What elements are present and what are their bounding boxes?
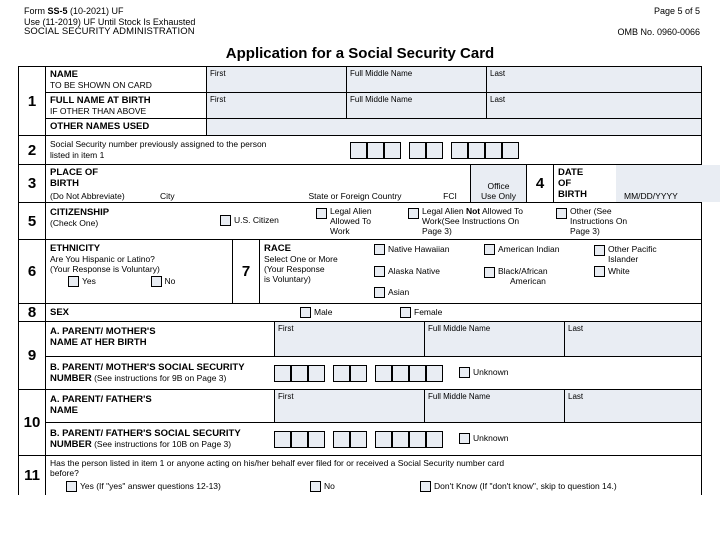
- checkbox-us-citizen[interactable]: [220, 215, 231, 226]
- nowork-line1a: Legal Alien: [422, 206, 466, 216]
- col-middle-label-3: Full Middle Name: [428, 324, 491, 333]
- ethnicity-question: Are You Hispanic or Latino?: [50, 254, 155, 264]
- checkbox-father-ssn-unknown[interactable]: [459, 433, 470, 444]
- item-7-label-block: [260, 240, 372, 303]
- mother-ssn-number-word: NUMBER: [50, 373, 92, 384]
- item-11-question-line2: before?: [50, 468, 79, 478]
- item-11-row: [19, 456, 701, 495]
- checkbox-ethnicity-no[interactable]: [151, 276, 162, 287]
- birthname-last-field[interactable]: [486, 93, 701, 118]
- father-ssn-label2: [50, 439, 270, 450]
- ssn-box[interactable]: [291, 431, 308, 448]
- mother-name-label1: A. PARENT/ MOTHER'S: [50, 326, 156, 337]
- item-3-content: [46, 165, 470, 202]
- item-3-number: 3: [19, 165, 46, 202]
- col-last-label-2: Last: [490, 95, 506, 104]
- dob-label1: DATE: [558, 167, 584, 178]
- item-1-row: [19, 67, 701, 136]
- name-middle-field[interactable]: [346, 67, 486, 92]
- item-1-othernames-label: [46, 119, 206, 135]
- nowork-bold: Not: [465, 206, 481, 216]
- item-10b-row: [46, 423, 701, 455]
- father-ssn-label1: B. PARENT/ FATHER'S SOCIAL SECURITY: [50, 428, 241, 439]
- citizenship-option-us[interactable]: [220, 215, 316, 227]
- item-9a-label: [46, 322, 274, 356]
- place-of-birth-label1: PLACE OF: [50, 167, 99, 178]
- office-use-line2: Use Only: [481, 191, 516, 201]
- nowork-line1b: Allowed To: [480, 206, 523, 216]
- father-name-label2: NAME: [50, 405, 78, 416]
- item-10a-label: [46, 390, 274, 422]
- state-country-label[interactable]: State or Foreign Country: [308, 191, 402, 201]
- checkbox-alaska-native[interactable]: [374, 266, 385, 277]
- item-5-number: 5: [19, 203, 46, 239]
- father-middle-field[interactable]: [424, 390, 564, 422]
- item-3-columns: [46, 191, 470, 201]
- black-line1: Black/African: [498, 266, 548, 276]
- race-voluntary-2: is Voluntary): [264, 274, 311, 284]
- agency-name: SOCIAL SECURITY ADMINISTRATION: [24, 26, 195, 37]
- page-header: [8, 6, 712, 44]
- mother-middle-field[interactable]: [424, 322, 564, 356]
- father-last-field[interactable]: [564, 390, 701, 422]
- black-line2: American: [510, 276, 546, 286]
- item-10-content: [46, 390, 701, 455]
- col-first-label-3: First: [278, 324, 294, 333]
- item-9b-row: [46, 357, 701, 389]
- mother-ssn-boxes[interactable]: [274, 365, 443, 382]
- nowork-line3: Page 3): [422, 226, 452, 236]
- other-line1: Other (See: [570, 206, 612, 216]
- race-voluntary-1: (Your Response: [264, 264, 325, 274]
- father-unknown-label: Unknown: [473, 433, 509, 443]
- birthname-sub-text: IF OTHER THAN ABOVE: [50, 106, 147, 116]
- checkbox-asian[interactable]: [374, 287, 385, 298]
- item-8-number: 8: [19, 304, 46, 321]
- ssn-box[interactable]: [333, 365, 350, 382]
- citizenship-label: CITIZENSHIP: [50, 207, 110, 218]
- office-use-line1: Office: [487, 181, 510, 191]
- item-3-labels: [46, 165, 470, 191]
- item-11-dontknow-option[interactable]: [420, 481, 617, 493]
- other-line2: Instructions On: [570, 216, 628, 226]
- ssn-box[interactable]: [333, 431, 350, 448]
- legal-alien-line2: Allowed To: [330, 216, 371, 226]
- form-prefix: Form: [24, 6, 48, 16]
- mother-ssn-unknown-option[interactable]: [459, 367, 508, 379]
- form-body: [18, 66, 702, 495]
- item-4-number: 4: [526, 165, 554, 202]
- legal-alien-allowed-label: [330, 206, 372, 236]
- dob-label2: OF: [558, 178, 572, 189]
- legal-alien-line1: Legal Alien: [330, 206, 372, 216]
- col-last-label-3: Last: [568, 324, 584, 333]
- place-of-birth-label2: BIRTH: [50, 178, 80, 189]
- omb-number: OMB No. 0960-0066: [617, 26, 700, 37]
- checkbox-american-indian[interactable]: [484, 244, 495, 255]
- alaska-native-label: Alaska Native: [388, 266, 440, 276]
- checkbox-mother-ssn-unknown[interactable]: [459, 367, 470, 378]
- citizenship-option-legal-alien-nowork[interactable]: [408, 206, 556, 236]
- item-2-content: [46, 136, 701, 164]
- item-9a-row: [46, 322, 701, 357]
- native-hawaiian-label: Native Hawaiian: [388, 244, 450, 254]
- item-1-content: [46, 67, 701, 135]
- other-pacific-line2: Islander: [608, 254, 639, 264]
- race-option-asian[interactable]: [374, 287, 484, 299]
- col-middle-label: Full Middle Name: [350, 69, 413, 78]
- othernames-label-text: OTHER NAMES USED: [50, 121, 150, 132]
- ethnicity-no-label: No: [164, 276, 176, 286]
- col-last-label-4: Last: [568, 392, 584, 401]
- white-label: White: [608, 266, 630, 276]
- item-2-line2: listed in item 1: [50, 150, 105, 160]
- col-middle-label-2: Full Middle Name: [350, 95, 413, 104]
- stock-note: Use (11-2019) UF Until Stock Is Exhausted: [24, 16, 196, 27]
- ssn-box[interactable]: [426, 142, 443, 159]
- ssn-box[interactable]: [409, 365, 426, 382]
- race-option-alaska-native[interactable]: [374, 266, 484, 286]
- citizenship-sub: (Check One): [50, 218, 99, 228]
- father-first-field[interactable]: [274, 390, 424, 422]
- item-6-number: 6: [19, 240, 46, 303]
- birthname-first-field[interactable]: [206, 93, 346, 118]
- name-label-text: NAME: [50, 69, 78, 80]
- name-sub-text: TO BE SHOWN ON CARD: [50, 80, 152, 90]
- race-label: RACE: [264, 243, 291, 254]
- office-use-only-box[interactable]: [470, 165, 526, 202]
- item-11-no-option[interactable]: [310, 481, 420, 493]
- father-name-label1: A. PARENT/ FATHER'S: [50, 394, 152, 405]
- page-title: Application for a Social Security Card: [225, 45, 495, 62]
- checkbox-other-citizenship[interactable]: [556, 208, 567, 219]
- ssn-box[interactable]: [308, 431, 325, 448]
- fci-label[interactable]: FCI: [443, 191, 457, 201]
- ssn-box[interactable]: [392, 365, 409, 382]
- ssn-box[interactable]: [367, 142, 384, 159]
- black-african-label: [498, 266, 548, 286]
- checkbox-native-hawaiian[interactable]: [374, 244, 385, 255]
- ssn-box[interactable]: [426, 431, 443, 448]
- item-11-question-line1: Has the person listed in item 1 or anyone acting on his/her behalf ever filed for or received a Social Security number card: [50, 458, 505, 468]
- item-8-row: [19, 304, 701, 322]
- item-7-number: 7: [232, 240, 260, 303]
- ssn-box[interactable]: [350, 142, 367, 159]
- checkbox-white[interactable]: [594, 266, 605, 277]
- sex-male-option[interactable]: [300, 307, 400, 319]
- item-3-4-row: [19, 165, 701, 203]
- other-pacific-line1: Other Pacific: [608, 244, 657, 254]
- mother-ssn-instr: (See instructions for 9B on Page 3): [91, 373, 227, 383]
- male-label: Male: [314, 306, 333, 317]
- checkbox-legal-alien-not-allowed[interactable]: [408, 208, 419, 219]
- mother-unknown-label: Unknown: [473, 367, 509, 377]
- checkbox-ethnicity-yes[interactable]: [68, 276, 79, 287]
- item-10-number: 10: [19, 390, 46, 455]
- item-10b-label: [46, 426, 274, 452]
- ethnicity-label: ETHNICITY: [50, 243, 101, 254]
- item-2-question: [50, 139, 350, 161]
- othernames-field[interactable]: [206, 119, 701, 135]
- prior-card-yes-label: Yes (If "yes" answer questions 12-13): [80, 481, 221, 491]
- item-4-labels: [554, 165, 616, 202]
- nowork-line2: Work(See Instructions On: [422, 216, 520, 226]
- ssn-box[interactable]: [502, 142, 519, 159]
- col-first-label-4: First: [278, 392, 294, 401]
- other-pacific-label: [608, 244, 657, 264]
- item-6-7-row: [19, 240, 701, 304]
- form-id: SS-5: [47, 6, 68, 16]
- ssn-box[interactable]: [375, 431, 392, 448]
- item-6-content: [46, 240, 232, 303]
- col-first-label: First: [210, 69, 226, 78]
- checkbox-black-african-american[interactable]: [484, 267, 495, 278]
- item-1-name-header: [46, 67, 701, 93]
- prior-card-no-label: No: [324, 481, 335, 491]
- father-ssn-unknown-option[interactable]: [459, 433, 508, 445]
- ssn-box[interactable]: [409, 142, 426, 159]
- item-2-line1: Social Security number previously assigned to the person: [50, 139, 267, 149]
- dob-format-hint: MM/DD/YYYY: [624, 191, 678, 201]
- sex-female-option[interactable]: [400, 307, 500, 319]
- mother-ssn-label1: B. PARENT/ MOTHER'S SOCIAL SECURITY: [50, 362, 245, 373]
- header-left-block: [24, 6, 195, 38]
- header-right-block: [617, 6, 700, 37]
- father-ssn-number-word: NUMBER: [50, 439, 92, 450]
- item-8-content: [46, 304, 701, 321]
- ssn-box[interactable]: [485, 142, 502, 159]
- other-citizenship-label: [570, 206, 627, 236]
- race-instruction: Select One or More: [264, 254, 338, 264]
- item-11-yes-option[interactable]: [50, 481, 310, 493]
- ssn-box[interactable]: [274, 431, 291, 448]
- mother-last-field[interactable]: [564, 322, 701, 356]
- checkbox-female[interactable]: [400, 307, 411, 318]
- checkbox-prior-card-yes[interactable]: [66, 481, 77, 492]
- item-9b-label: [46, 360, 274, 386]
- col-last-label: Last: [490, 69, 506, 78]
- dob-field[interactable]: [616, 165, 720, 202]
- asian-label: Asian: [388, 287, 410, 297]
- race-option-american-indian[interactable]: [484, 244, 594, 264]
- sex-label: SEX: [50, 307, 70, 318]
- item-2-row: [19, 136, 701, 165]
- us-citizen-label: U.S. Citizen: [234, 215, 279, 225]
- ssn-box[interactable]: [409, 431, 426, 448]
- race-option-native-hawaiian[interactable]: [374, 244, 484, 264]
- citizenship-option-other[interactable]: [556, 206, 666, 236]
- item-1-birthname-header: [46, 93, 701, 119]
- item-11-content: [46, 456, 701, 495]
- ssn-box[interactable]: [451, 142, 468, 159]
- birthname-middle-field[interactable]: [346, 93, 486, 118]
- ssn-box[interactable]: [291, 365, 308, 382]
- ssn-box[interactable]: [384, 142, 401, 159]
- ethnicity-voluntary-note: (Your Response is Voluntary): [50, 264, 160, 274]
- race-options: [372, 240, 701, 303]
- ssn-box[interactable]: [274, 365, 291, 382]
- ssn-box[interactable]: [392, 431, 409, 448]
- col-middle-label-4: Full Middle Name: [428, 392, 491, 401]
- citizenship-option-legal-alien-work[interactable]: [316, 206, 408, 236]
- page-number: Page 5 of 5: [653, 6, 700, 16]
- item-10-row: [19, 390, 701, 456]
- form-number-line: [24, 6, 195, 17]
- citizenship-options: [218, 203, 701, 239]
- mother-name-label2: NAME AT HER BIRTH: [50, 337, 147, 348]
- checkbox-male[interactable]: [300, 307, 311, 318]
- ssn-box[interactable]: [350, 431, 367, 448]
- female-label: Female: [414, 306, 443, 317]
- father-ssn-boxes[interactable]: [274, 431, 443, 448]
- dob-label3: BIRTH: [558, 189, 588, 200]
- race-option-black-african[interactable]: [484, 266, 594, 286]
- father-ssn-instr: (See instructions for 10B on Page 3): [91, 439, 232, 449]
- checkbox-prior-card-no[interactable]: [310, 481, 321, 492]
- name-last-field[interactable]: [486, 67, 701, 92]
- col-first-label-2: First: [210, 95, 226, 104]
- birthname-label-text: FULL NAME AT BIRTH: [50, 95, 151, 106]
- item-11-number: 11: [19, 456, 46, 495]
- legal-alien-line3: Work: [330, 226, 350, 236]
- race-option-white[interactable]: [594, 266, 690, 286]
- item-2-number: 2: [19, 136, 46, 164]
- mother-first-field[interactable]: [274, 322, 424, 356]
- ssn-box[interactable]: [308, 365, 325, 382]
- city-label[interactable]: City: [160, 191, 175, 201]
- ssn-box[interactable]: [375, 365, 392, 382]
- item-1-othernames-row: [46, 119, 701, 135]
- checkbox-other-pacific-islander[interactable]: [594, 245, 605, 256]
- do-not-abbreviate-note: (Do Not Abbreviate): [50, 191, 125, 201]
- race-option-other-pacific[interactable]: [594, 244, 690, 264]
- item-2-ssn-boxes[interactable]: [350, 142, 519, 159]
- item-5-label-block: [46, 203, 218, 239]
- name-first-field[interactable]: [206, 67, 346, 92]
- ssn-box[interactable]: [468, 142, 485, 159]
- ethnicity-yes-option[interactable]: [50, 276, 148, 288]
- mother-ssn-label2: [50, 373, 270, 384]
- ssn-box[interactable]: [426, 365, 443, 382]
- ethnicity-yes-label: Yes: [82, 276, 96, 286]
- item-1-number: 1: [19, 67, 46, 135]
- form-suffix: (10-2021) UF: [67, 6, 124, 16]
- checkbox-legal-alien-allowed[interactable]: [316, 208, 327, 219]
- checkbox-prior-card-dont-know[interactable]: [420, 481, 431, 492]
- item-1-birthname-label: [46, 93, 206, 118]
- item-1-name-label: [46, 67, 206, 92]
- ethnicity-no-option[interactable]: [151, 276, 176, 288]
- item-10a-row: [46, 390, 701, 423]
- item-9-row: [19, 322, 701, 390]
- prior-card-dontknow-label: Don't Know (If "don't know", skip to question 14.): [434, 481, 617, 491]
- item-9-content: [46, 322, 701, 389]
- ssn-box[interactable]: [350, 365, 367, 382]
- other-line3: Page 3): [570, 226, 600, 236]
- american-indian-label: American Indian: [498, 244, 560, 254]
- item-9-number: 9: [19, 322, 46, 389]
- item-5-row: [19, 203, 701, 240]
- legal-alien-not-allowed-label: [422, 206, 523, 236]
